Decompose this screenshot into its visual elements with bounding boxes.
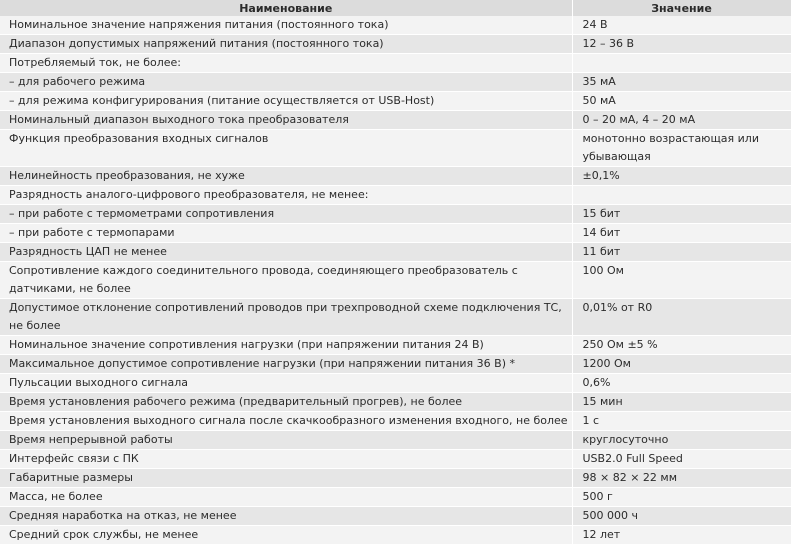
row-value-cell: 1 с xyxy=(572,412,791,431)
table-row xyxy=(0,469,791,488)
column-header-name: Наименование xyxy=(0,0,572,16)
row-value-cell: 0 – 20 мА, 4 – 20 мА xyxy=(572,111,791,130)
row-value-cell: ±0,1% xyxy=(572,167,791,186)
row-value-cell: 15 мин xyxy=(572,393,791,412)
table-row xyxy=(0,92,791,111)
table-row xyxy=(0,336,791,355)
table-row xyxy=(0,526,791,545)
table-row xyxy=(0,35,791,54)
column-header-value: Значение xyxy=(572,0,791,16)
table-row xyxy=(0,355,791,374)
row-name-cell: Потребляемый ток, не более: xyxy=(0,54,572,73)
table-row xyxy=(0,16,791,35)
row-value-cell: монотонно возрастающая или убывающая xyxy=(572,130,791,167)
row-name-cell: Функция преобразования входных сигналов xyxy=(0,130,572,167)
row-name-cell: Диапазон допустимых напряжений питания (постоянного тока) xyxy=(0,35,572,54)
row-name-cell: Средний срок службы, не менее xyxy=(0,526,572,545)
row-value-cell: 0,01% от R0 xyxy=(572,299,791,336)
table-row xyxy=(0,450,791,469)
table-header-row xyxy=(0,0,791,16)
row-value-cell: 12 лет xyxy=(572,526,791,545)
row-value-cell xyxy=(572,54,791,73)
table-row xyxy=(0,488,791,507)
table-row xyxy=(0,393,791,412)
row-value-cell: 0,6% xyxy=(572,374,791,393)
row-value-cell: 50 мА xyxy=(572,92,791,111)
table-row xyxy=(0,167,791,186)
row-value-cell: 100 Ом xyxy=(572,262,791,299)
row-name-cell: Максимальное допустимое сопротивление нагрузки (при напряжении питания 36 В) * xyxy=(0,355,572,374)
row-name-cell: Сопротивление каждого соединительного провода, соединяющего преобразователь с датчиками, не более xyxy=(0,262,572,299)
table-row xyxy=(0,186,791,205)
row-name-cell: – при работе с термометрами сопротивления xyxy=(0,205,572,224)
row-name-cell: – при работе с термопарами xyxy=(0,224,572,243)
table-row xyxy=(0,111,791,130)
table-row xyxy=(0,224,791,243)
row-value-cell: 12 – 36 В xyxy=(572,35,791,54)
row-name-cell: Допустимое отклонение сопротивлений проводов при трехпроводной схеме подключения ТС, не более xyxy=(0,299,572,336)
row-value-cell: круглосуточно xyxy=(572,431,791,450)
row-name-cell: Номинальное значение напряжения питания (постоянного тока) xyxy=(0,16,572,35)
row-name-cell: Разрядность аналого-цифрового преобразователя, не менее: xyxy=(0,186,572,205)
row-name-cell: Пульсации выходного сигнала xyxy=(0,374,572,393)
row-value-cell: 500 000 ч xyxy=(572,507,791,526)
row-value-cell: 11 бит xyxy=(572,243,791,262)
row-value-cell: 15 бит xyxy=(572,205,791,224)
row-name-cell: Время установления рабочего режима (предварительный прогрев), не более xyxy=(0,393,572,412)
row-name-cell: Средняя наработка на отказ, не менее xyxy=(0,507,572,526)
row-value-cell: 250 Ом ±5 % xyxy=(572,336,791,355)
table-row xyxy=(0,412,791,431)
row-name-cell: – для рабочего режима xyxy=(0,73,572,92)
row-value-cell xyxy=(572,186,791,205)
table-row xyxy=(0,431,791,450)
row-value-cell: 14 бит xyxy=(572,224,791,243)
table-row xyxy=(0,73,791,92)
row-name-cell: Нелинейность преобразования, не хуже xyxy=(0,167,572,186)
row-name-cell: Интерфейс связи с ПК xyxy=(0,450,572,469)
row-name-cell: Номинальное значение сопротивления нагрузки (при напряжении питания 24 В) xyxy=(0,336,572,355)
row-name-cell: Габаритные размеры xyxy=(0,469,572,488)
table-row xyxy=(0,54,791,73)
row-name-cell: – для режима конфигурирования (питание осуществляется от USB-Host) xyxy=(0,92,572,111)
table-row xyxy=(0,299,791,336)
row-name-cell: Номинальный диапазон выходного тока преобразователя xyxy=(0,111,572,130)
row-name-cell: Время установления выходного сигнала после скачкообразного изменения входного, не более xyxy=(0,412,572,431)
row-value-cell: 98 × 82 × 22 мм xyxy=(572,469,791,488)
row-name-cell: Время непрерывной работы xyxy=(0,431,572,450)
table-row xyxy=(0,130,791,167)
row-value-cell: 24 В xyxy=(572,16,791,35)
table-row xyxy=(0,205,791,224)
table-row xyxy=(0,374,791,393)
row-name-cell: Разрядность ЦАП не менее xyxy=(0,243,572,262)
row-value-cell: USB2.0 Full Speed xyxy=(572,450,791,469)
row-value-cell: 500 г xyxy=(572,488,791,507)
row-value-cell: 35 мА xyxy=(572,73,791,92)
row-value-cell: 1200 Ом xyxy=(572,355,791,374)
row-name-cell: Масса, не более xyxy=(0,488,572,507)
table-row xyxy=(0,243,791,262)
table-row xyxy=(0,262,791,299)
table-row xyxy=(0,507,791,526)
